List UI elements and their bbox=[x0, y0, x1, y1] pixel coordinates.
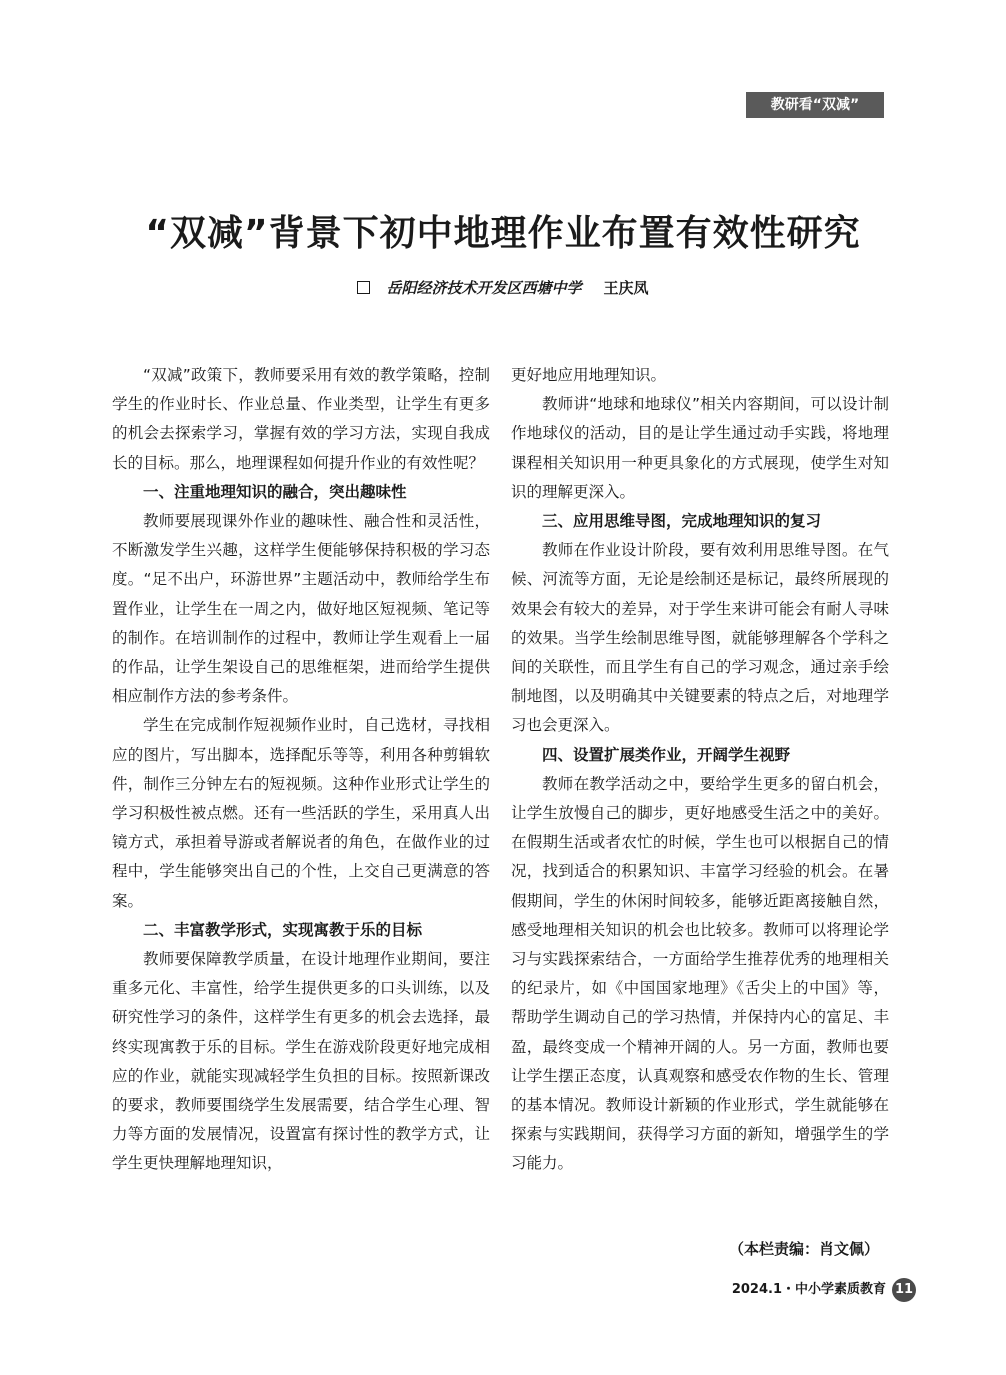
section-4-heading: 四、设置扩展类作业，开阔学生视野 bbox=[542, 745, 791, 764]
section-3-paragraph-1: 教师在作业设计阶段，要有效利用思维导图。在气候、河流等方面，无论是绘制还是标记，最终所展现的效果会有较大的差异，对于学生来讲可能会有耐人寻味的效果。当学生绘制思维导图，就能够理解各个学科之间的关联性，而且学生有自己的学习观念，通过亲手绘制地图，以及明确其中关键要素的特点之后，对地理学习也会更深入。 bbox=[511, 541, 889, 735]
left-column bbox=[112, 361, 490, 1179]
article-title: “双减”背景下初中地理作业布置有效性研究 bbox=[145, 213, 861, 254]
column-tag: 教研看“双减” bbox=[746, 92, 884, 118]
section-3-heading: 三、应用思维导图，完成地理知识的复习 bbox=[542, 512, 822, 531]
byline bbox=[0, 276, 1006, 300]
section-2-heading: 二、丰富教学形式，实现寓教于乐的目标 bbox=[143, 920, 423, 939]
author-name: 王庆凤 bbox=[603, 279, 649, 297]
intro-paragraph: “双减”政策下，教师要采用有效的教学策略，控制学生的作业时长、作业总量、作业类型，让学生有更多的机会去探索学习，掌握有效的学习方法，实现自我成长的目标。那么，地理课程如何提升作业的有效性呢？ bbox=[112, 366, 490, 472]
section-4-paragraph-1: 教师在教学活动之中，要给学生更多的留白机会，让学生放慢自己的脚步，更好地感受生活之中的美好。在假期生活或者农忙的时候，学生也可以根据自己的情况，找到适合的积累知识、丰富学习经验的机会。在暑假期间，学生的休闲时间较多，能够近距离接触自然，感受地理相关知识的机会也比较多。教师可以将理论学习与实践探索结合，一方面给学生推荐优秀的地理相关的纪录片，如《中国国家地理》《舌尖上的中国》等，帮助学生调动自己的学习热情，并保持内心的富足、丰盈，最终变成一个精神开阔的人。另一方面，教师也要让学生摆正态度，认真观察和感受农作物的生长、管理的基本情况。教师设计新颖的作业形式，学生就能够在探索与实践期间，获得学习方面的新知，增强学生的学习能力。 bbox=[511, 774, 889, 1173]
section-1-paragraph-1: 教师要展现课外作业的趣味性、融合性和灵活性，不断激发学生兴趣，这样学生便能够保持积极的学习态度。“足不出户，环游世界”主题活动中，教师给学生布置作业，让学生在一周之内，做好地区短视频、笔记等的制作。在培训制作的过程中，教师让学生观看上一届的作品，让学生架设自己的思维框架，进而给学生提供相应制作方法的参考条件。 bbox=[112, 512, 490, 706]
square-icon bbox=[357, 281, 370, 294]
footer-issue: 2024.1・中小学素质教育 bbox=[731, 1282, 886, 1297]
section-1-paragraph-2: 学生在完成制作短视频作业时，自己选材，寻找相应的图片，写出脚本，选择配乐等等，利用各种剪辑软件，制作三分钟左右的短视频。这种作业形式让学生的学习积极性被点燃。还有一些活跃的学生，采用真人出镜方式，承担着导游或者解说者的角色，在做作业的过程中，学生能够突出自己的个性，上交自己更满意的答案。 bbox=[112, 716, 490, 910]
section-1-heading: 一、注重地理知识的融合，突出趣味性 bbox=[143, 482, 407, 501]
section-2-paragraph-1-continued: 更好地应用地理知识。 bbox=[511, 366, 667, 384]
editor-note: （本栏责编：肖文佩） bbox=[728, 1240, 879, 1258]
section-2-paragraph-1: 教师要保障教学质量，在设计地理作业期间，要注重多元化、丰富性，给学生提供更多的口头训练，以及研究性学习的条件，这样学生有更多的机会去选择，最终实现寓教于乐的目标。学生在游戏阶段更好地完成相应的作业，就能实现减轻学生负担的目标。按照新课改的要求，教师要围绕学生发展需要，结合学生心理、智力等方面的发展情况，设置富有探讨性的教学方式，让学生更快理解地理知识， bbox=[112, 950, 490, 1173]
page-number: 11 bbox=[892, 1278, 916, 1302]
author-school: 岳阳经济技术开发区西塘中学 bbox=[386, 279, 582, 297]
section-2-paragraph-2: 教师讲“地球和地球仪”相关内容期间，可以设计制作地球仪的活动，目的是让学生通过动手实践，将地理课程相关知识用一种更具象化的方式展现，使学生对知识的理解更深入。 bbox=[511, 395, 889, 501]
right-column bbox=[511, 361, 889, 1179]
